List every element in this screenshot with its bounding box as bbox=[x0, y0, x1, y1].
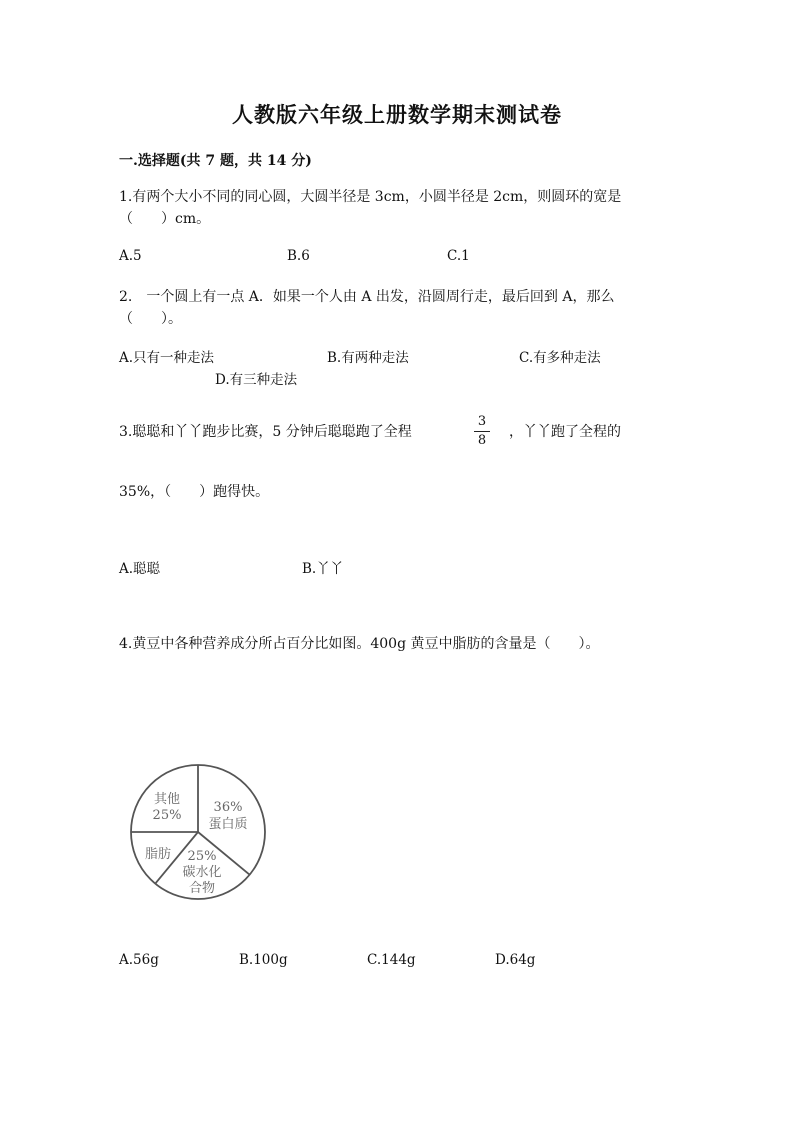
question-4-option-b[interactable]: B.100g bbox=[239, 952, 288, 968]
question-1-option-b[interactable]: B.6 bbox=[287, 248, 310, 264]
fraction-bar bbox=[474, 431, 490, 432]
protein-percent-label: 36% bbox=[213, 800, 243, 815]
question-3-option-b[interactable]: B.丫丫 bbox=[302, 561, 344, 577]
question-2-blank-line: （ ）。 bbox=[119, 311, 182, 327]
question-2-option-c[interactable]: C.有多种走法 bbox=[519, 350, 601, 366]
question-3-option-a[interactable]: A.聪聪 bbox=[119, 561, 161, 577]
fraction-denominator: 8 bbox=[477, 433, 487, 448]
question-3-blank-line: 35%，（ ）跑得快。 bbox=[119, 484, 270, 500]
nutrition-pie-chart bbox=[124, 762, 274, 902]
question-4-text: 4.黄豆中各种营养成分所占百分比如图。400g 黄豆中脂肪的含量是（ ）。 bbox=[119, 636, 600, 652]
question-3-text-continued: ，丫丫跑了全程的 bbox=[509, 424, 621, 440]
other-percent-label: 25% bbox=[152, 808, 182, 823]
question-4-option-d[interactable]: D.64g bbox=[495, 952, 536, 968]
carbohydrate-percent-label: 25% bbox=[187, 849, 217, 864]
protein-label: 蛋白质 bbox=[208, 817, 248, 832]
carbohydrate-label-line-2: 合物 bbox=[188, 881, 216, 896]
question-4-option-a[interactable]: A.56g bbox=[119, 952, 159, 968]
question-2-option-b[interactable]: B.有两种走法 bbox=[327, 350, 409, 366]
fraction-numerator: 3 bbox=[477, 414, 487, 429]
question-2-option-d[interactable]: D.有三种走法 bbox=[215, 372, 298, 388]
page-title: 人教版六年级上册数学期末测试卷 bbox=[232, 102, 562, 127]
carbohydrate-label-line-1: 碳水化 bbox=[182, 865, 222, 880]
question-3-text: 3.聪聪和丫丫跑步比赛，5 分钟后聪聪跑了全程 bbox=[119, 424, 412, 440]
section-heading: 一.选择题(共 7 题，共 14 分) bbox=[119, 153, 312, 169]
question-1-option-c[interactable]: C.1 bbox=[447, 248, 470, 264]
question-2-text: 2. 一个圆上有一点 A．如果一个人由 A 出发，沿圆周行走，最后回到 A，那么 bbox=[119, 289, 615, 305]
fat-label: 脂肪 bbox=[144, 847, 172, 862]
question-1-option-a[interactable]: A.5 bbox=[119, 248, 142, 264]
other-label: 其他 bbox=[153, 792, 181, 807]
question-1-text: 1.有两个大小不同的同心圆，大圆半径是 3cm，小圆半径是 2cm，则圆环的宽是 bbox=[119, 189, 622, 205]
question-4-option-c[interactable]: C.144g bbox=[367, 952, 416, 968]
question-2-option-a[interactable]: A.只有一种走法 bbox=[119, 350, 215, 366]
fraction-three-eighths bbox=[474, 414, 490, 449]
question-1-blank-line: （ ）cm。 bbox=[119, 211, 211, 227]
